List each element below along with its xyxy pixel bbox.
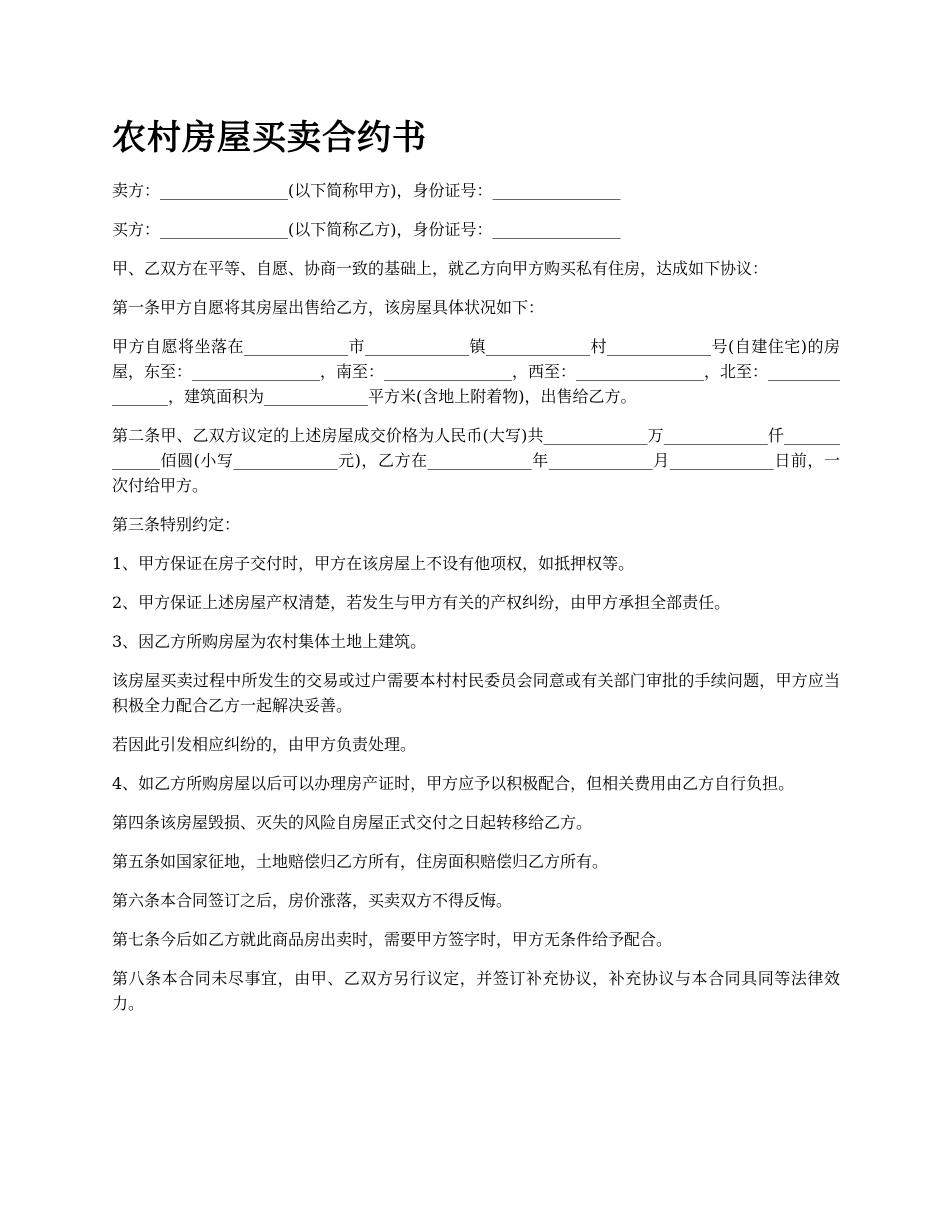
seller-line: 卖方：________________(以下简称甲方)，身份证号：________________ (112, 181, 621, 200)
clause-2: 2、甲方保证上述房屋产权清楚，若发生与甲方有关的产权纠纷，由甲方承担全部责任。 (112, 593, 731, 612)
document-title: 农村房屋买卖合约书 (112, 118, 427, 158)
article-3-heading: 第三条特别约定： (112, 515, 241, 534)
buyer-line: 买方：________________(以下简称乙方)，身份证号：________________ (112, 220, 621, 239)
article-1-heading: 第一条甲方自愿将其房屋出售给乙方，该房屋具体状况如下： (112, 298, 545, 317)
document-page (112, 110, 840, 1030)
clause-1: 1、甲方保证在房子交付时，甲方在该房屋上不设有他项权，如抵押权等。 (112, 554, 635, 573)
clause-3-dispute: 若因此引发相应纠纷的，由甲方负责处理。 (112, 735, 417, 754)
clause-3-detail: 该房屋买卖过程中所发生的交易或过户需要本村村民委员会同意或有关部门审批的手续问题，甲方应当积极全力配合乙方一起解决妥善。 (112, 671, 840, 715)
clause-4: 4、如乙方所购房屋以后可以办理房产证时，甲方应予以积极配合，但相关费用由乙方自行负担。 (112, 774, 795, 793)
article-7: 第七条今后如乙方就此商品房出卖时，需要甲方签字时，甲方无条件给予配合。 (112, 930, 673, 949)
clause-3: 3、因乙方所购房屋为农村集体土地上建筑。 (112, 632, 427, 651)
article-4: 第四条该房屋毁损、灭失的风险自房屋正式交付之日起转移给乙方。 (112, 813, 593, 832)
article-6: 第六条本合同签订之后，房价涨落，买卖双方不得反悔。 (112, 891, 513, 910)
preamble: 甲、乙双方在平等、自愿、协商一致的基础上，就乙方向甲方购买私有住房，达成如下协议： (112, 259, 769, 278)
article-2-price: 第二条甲、乙双方议定的上述房屋成交价格为人民币(大写)共_____________万_____________仟_____________佰圆(小写_____________元)，乙方在_____________年_____________月_____________日前，一次付给甲方。 (112, 426, 840, 495)
property-description: 甲方自愿将坐落在_____________市_____________镇_____________村_____________号(自建住宅)的房屋，东至：________________，南至：________________，西至：________________，北至：________________，建筑面积为_____________平方米(含地上附着物)，出售给乙方。 (112, 337, 841, 406)
article-5: 第五条如国家征地，土地赔偿归乙方所有，住房面积赔偿归乙方所有。 (112, 852, 609, 871)
article-8: 第八条本合同未尽事宜，由甲、乙双方另行议定，并签订补充协议，补充协议与本合同具同等法律效力。 (112, 969, 840, 1013)
